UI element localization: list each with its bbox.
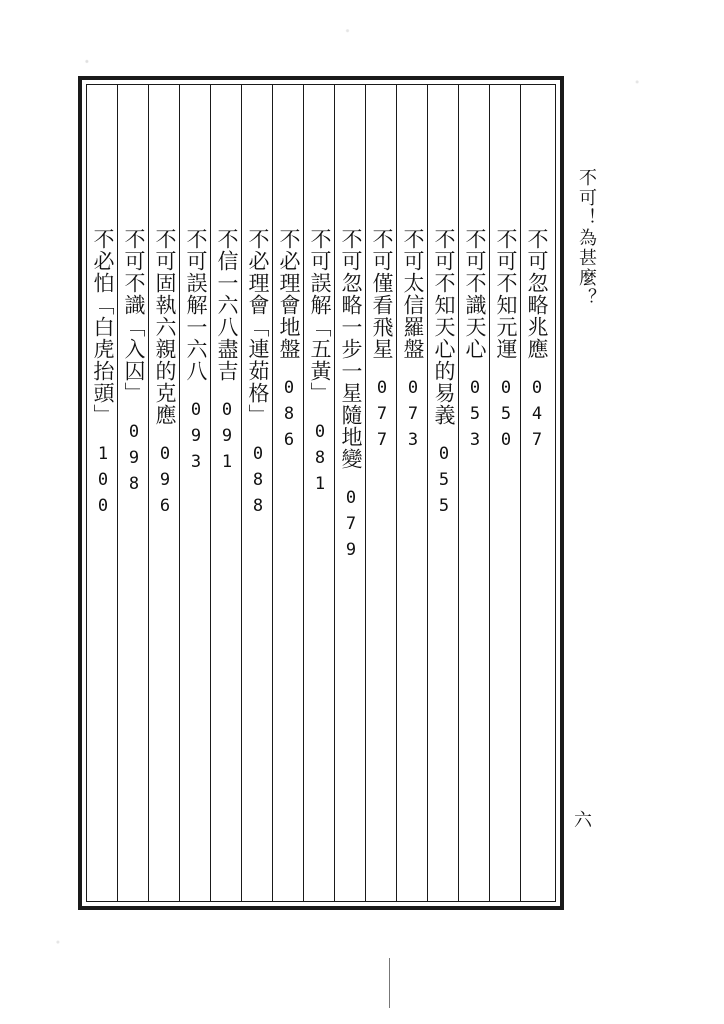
toc-entry bbox=[212, 228, 242, 478]
toc-entry bbox=[398, 228, 428, 456]
toc-entry-page: 098 bbox=[124, 422, 144, 500]
toc-entry bbox=[429, 228, 459, 522]
toc-entry-title: 不可不識天心 bbox=[463, 228, 487, 360]
column-rule bbox=[489, 84, 490, 902]
toc-entry-page: 050 bbox=[496, 378, 516, 456]
toc-entry-page: 053 bbox=[465, 378, 485, 456]
toc-entry-title: 不可不識「入囚」 bbox=[122, 228, 146, 404]
toc-entry-title: 不信一六八盡吉 bbox=[215, 228, 239, 382]
toc-entry-title: 不必理會「連茹格」 bbox=[246, 228, 270, 426]
toc-entry bbox=[522, 228, 552, 456]
toc-entry bbox=[243, 228, 273, 522]
toc-entry-page: 096 bbox=[155, 444, 175, 522]
toc-entry-page: 073 bbox=[403, 378, 423, 456]
toc-entry-title: 不必怕「白虎抬頭」 bbox=[91, 228, 115, 426]
toc-entry-page: 091 bbox=[217, 400, 237, 478]
toc-entry-page: 047 bbox=[527, 378, 547, 456]
toc-entry-title: 不可不知元運 bbox=[494, 228, 518, 360]
column-rule bbox=[520, 84, 521, 902]
toc-entry bbox=[367, 228, 397, 456]
toc-entry-title: 不可誤解一六八 bbox=[184, 228, 208, 382]
toc-entry-page: 077 bbox=[372, 378, 392, 456]
column-rule bbox=[210, 84, 211, 902]
toc-entry-title: 不必理會地盤 bbox=[277, 228, 301, 360]
toc-entry bbox=[274, 228, 304, 456]
running-header: 不可！為甚麼？ bbox=[576, 168, 597, 308]
column-rule bbox=[427, 84, 428, 902]
toc-entry-page: 079 bbox=[341, 488, 361, 566]
toc-entry-title: 不可忽略一步一星隨地變 bbox=[339, 228, 363, 470]
toc-entry bbox=[119, 228, 149, 500]
toc-entry-page: 100 bbox=[93, 444, 113, 522]
toc-entry-page: 093 bbox=[186, 400, 206, 478]
toc-entry-page: 081 bbox=[310, 422, 330, 500]
toc-entry bbox=[150, 228, 180, 522]
column-rule bbox=[396, 84, 397, 902]
toc-entry-title: 不可僅看飛星 bbox=[370, 228, 394, 360]
toc-entry bbox=[460, 228, 490, 456]
toc-entry bbox=[305, 228, 335, 500]
toc-entry-page: 055 bbox=[434, 444, 454, 522]
toc-entry-page: 086 bbox=[279, 378, 299, 456]
toc-entry bbox=[336, 228, 366, 566]
toc-entry-title: 不可固執六親的克應 bbox=[153, 228, 177, 426]
toc-entry-title: 不可不知天心的易義 bbox=[432, 228, 456, 426]
column-rule bbox=[303, 84, 304, 902]
toc-entry-title: 不可誤解「五黃」 bbox=[308, 228, 332, 404]
binding-mark bbox=[389, 958, 390, 1008]
toc-entry bbox=[491, 228, 521, 456]
toc-entry-title: 不可忽略兆應 bbox=[525, 228, 549, 360]
page-number: 六 bbox=[574, 810, 592, 831]
column-rule bbox=[241, 84, 242, 902]
toc-entry bbox=[181, 228, 211, 478]
toc-entry-page: 088 bbox=[248, 444, 268, 522]
toc-entry bbox=[88, 228, 118, 522]
toc-entry-title: 不可太信羅盤 bbox=[401, 228, 425, 360]
